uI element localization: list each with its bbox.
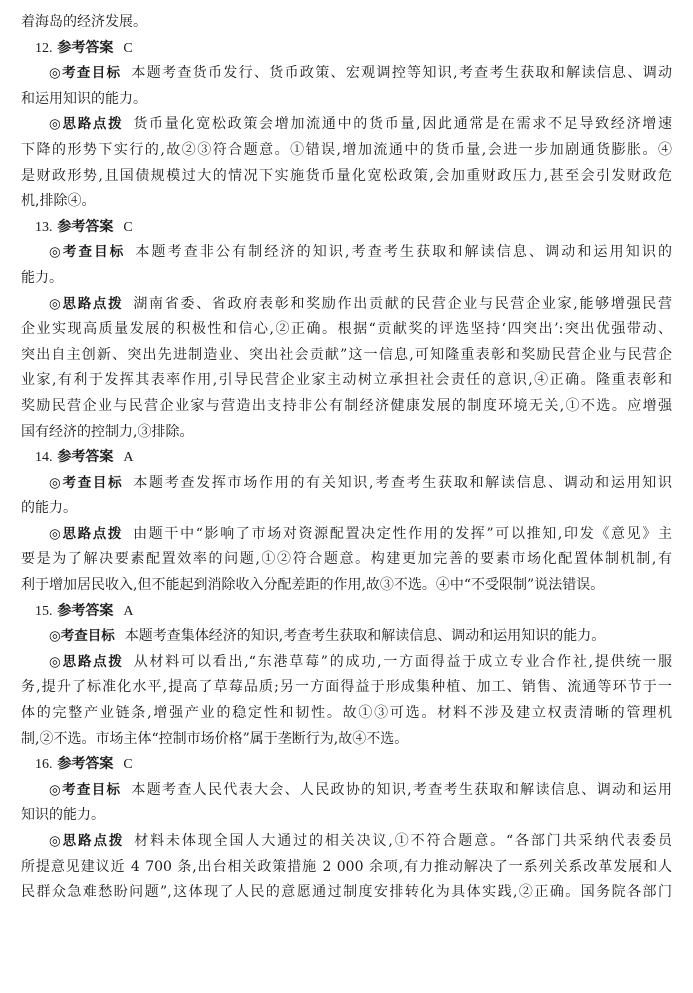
paragraph-line: 能力。	[21, 269, 63, 286]
section-tag: ◎思路点拨	[49, 653, 124, 670]
answer-heading	[21, 599, 672, 625]
paragraph-line: 体的完整产业链条,增强产业的稳定性和韧性。故①③可选。材料不涉及建立权责清晰的管理机	[21, 705, 672, 722]
answer-heading	[21, 36, 672, 62]
answer-letter: C	[123, 219, 133, 235]
paragraph-first-line	[21, 650, 672, 676]
paragraph-line: 着海岛的经济发展。	[21, 14, 147, 30]
paragraph-line: 制,②不选。市场主体“控制市场价格”属于垄断行为,故④不选。	[21, 730, 409, 747]
section-tag: ◎考查目标	[49, 244, 126, 261]
question-number: 15.	[35, 603, 53, 619]
paragraph-line: 突出自主创新、突出先进制造业、突出社会贡献”这一信息,可知隆重表彰和奖励民营企业与民营企	[21, 346, 672, 363]
paragraph-line: 是财政形势,且国债规模过大的情况下实施货币量化宽松政策,会加重财政压力,甚至会引发财政危	[21, 167, 672, 184]
paragraph-line: 知识的能力。	[21, 807, 105, 824]
section-tag: ◎思路点拨	[49, 525, 124, 542]
paragraph-text: 货币量化宽松政策会增加流通中的货币量,因此通常是在需求不足导致经济增速	[133, 116, 672, 133]
paragraph-text: 本题考查人民代表大会、人民政协的知识,考查考生获取和解读信息、调动和运用	[131, 781, 672, 798]
paragraph-line: 国有经济的控制力,③排除。	[21, 423, 194, 440]
answer-label: 参考答案	[57, 756, 114, 773]
paragraph-text: 从材料可以看出,“东港草莓”的成功,一方面得益于成立专业合作社,提供统一服	[133, 653, 672, 670]
question-number: 16.	[35, 757, 53, 773]
answer-heading	[21, 215, 672, 241]
section-tag: ◎思路点拨	[49, 833, 125, 849]
section-tag: ◎思路点拨	[49, 116, 124, 133]
paragraph-line: 的能力。	[21, 500, 77, 517]
paragraph-line: 利于增加居民收入,但不能起到消除收入分配差距的作用,故③不选。④中“不受限制”说法错误。	[21, 577, 605, 594]
paragraph-line: 下降的形势下实行的,故②③符合题意。①错误,增加流通中的货币量,会进一步加剧通货膨胀。④	[21, 141, 672, 158]
paragraph-first-line	[21, 112, 672, 138]
section-tag: ◎考查目标	[49, 781, 122, 798]
paragraph-first-line	[21, 471, 672, 497]
answer-letter: A	[123, 603, 134, 619]
paragraph-first-line	[21, 240, 672, 266]
paragraph-line: 机,排除④。	[21, 193, 96, 210]
paragraph-line: 要是为了解决要素配置效率的问题,①②符合题意。构建更加完善的要素市场化配置体制机制,有	[21, 551, 672, 568]
section-tag: ◎考查目标	[49, 65, 122, 82]
paragraph-line: 所提意见建议近 4 700 条,出台相关政策措施 2 000 余项,有力推动解决了一系列关系改革发展和人	[21, 858, 672, 875]
question-number: 14.	[35, 450, 53, 466]
question-number: 13.	[35, 219, 53, 235]
paragraph-line: 民群众急难愁盼问题”,这体现了人民的意愿通过制度安排转化为具体实践,②正确。国务院各部门	[21, 884, 672, 901]
paragraph-text: 本题考查非公有制经济的知识,考查考生获取和解读信息、调动和运用知识的	[135, 244, 672, 261]
paragraph-first-line	[21, 292, 672, 318]
paragraph-first-line	[21, 61, 672, 87]
paragraph-first-line	[21, 624, 672, 650]
paragraph-text: 本题考查集体经济的知识,考查考生获取和解读信息、调动和运用知识的能力。	[124, 628, 606, 645]
answer-label: 参考答案	[57, 449, 114, 466]
paragraph-line: 业家,有利于发挥其表率作用,引导民营企业家主动树立承担社会责任的意识,④正确。隆重表彰和	[21, 372, 672, 389]
paragraph-first-line	[21, 829, 672, 855]
paragraph-text: 本题考查发挥市场作用的有关知识,考查考生获取和解读信息、调动和运用知识	[133, 474, 672, 491]
paragraph-text: 本题考查货币发行、货币政策、宏观调控等知识,考查考生获取和解读信息、调动	[131, 65, 672, 82]
paragraph-first-line	[21, 778, 672, 804]
paragraph-first-line	[21, 522, 672, 548]
paragraph-line: 奖励民营企业与民营企业家与营造出支持非公有制经济健康发展的制度环境无关,①不选。应增强	[21, 397, 672, 414]
paragraph-line: 和运用知识的能力。	[21, 90, 147, 107]
answer-label: 参考答案	[57, 39, 114, 56]
question-number: 12.	[35, 40, 53, 56]
answer-heading	[21, 445, 672, 471]
paragraph-line: 企业实现高质量发展的积极性和信心,②正确。根据“贡献奖的评选坚持‘四突出’:突出优强带动、	[21, 321, 672, 338]
paragraph-text: 湖南省委、省政府表彰和奖励作出贡献的民营企业与民营企业家,能够增强民营	[133, 295, 672, 312]
paragraph-text: 由题干中“影响了市场对资源配置决定性作用的发挥”可以推知,印发《意见》主	[133, 525, 672, 542]
section-tag: ◎思路点拨	[49, 295, 124, 312]
paragraph-line: 务,提升了标准化水平,提高了草莓品质;另一方面得益于形成集种植、加工、销售、流通等环节于一	[21, 679, 672, 696]
section-tag: ◎考查目标	[49, 628, 115, 645]
answer-letter: C	[123, 757, 133, 773]
answer-label: 参考答案	[57, 218, 114, 235]
answer-heading	[21, 752, 672, 778]
answer-label: 参考答案	[57, 602, 114, 619]
answer-letter: C	[123, 40, 133, 56]
paragraph-text: 材料未体现全国人大通过的相关决议,①不符合题意。“各部门共采纳代表委员	[134, 833, 672, 849]
section-tag: ◎考查目标	[49, 474, 124, 491]
answer-letter: A	[123, 450, 134, 466]
